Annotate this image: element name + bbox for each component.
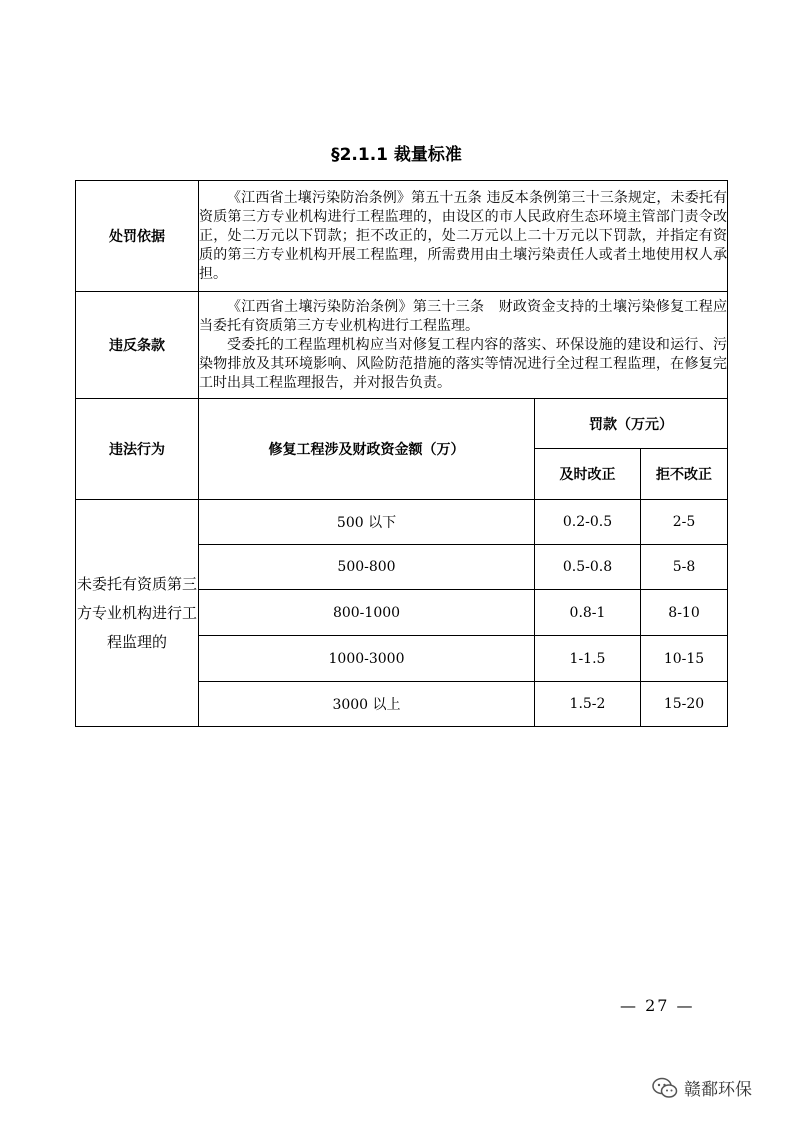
timely-cell: 0.2-0.5 [535, 500, 641, 545]
timely-cell: 0.8-1 [535, 590, 641, 636]
basis-text-cell [199, 181, 728, 292]
basis-text: 《江西省土壤污染防治条例》第五十五条 违反本条例第三十三条规定，未委托有资质第三方专业机构进行工程监理的，由设区的市人民政府生态环境主管部门责令改正，处二万元以下罚款；拒不改正的，处二万元以上二十万元以下罚款，并指定有资质的第三方专业机构开展工程监理，所需费用由土壤污染责任人或者土地使用权人承担。 [199, 189, 728, 282]
page-title: §2.1.1 裁量标准 [331, 145, 462, 165]
refuse-cell: 10-15 [641, 636, 728, 682]
basis-row [76, 181, 728, 292]
refuse-cell: 15-20 [641, 682, 728, 727]
watermark [652, 1075, 752, 1100]
amount-cell: 3000 以上 [199, 682, 535, 727]
fine-header: 罚款（万元） [535, 399, 728, 449]
header-row [76, 399, 728, 449]
timely-cell: 1.5-2 [535, 682, 641, 727]
refuse-cell: 2-5 [641, 500, 728, 545]
amount-header: 修复工程涉及财政资金额（万） [199, 399, 535, 500]
clause-paragraph: 《江西省土壤污染防治条例》第三十三条 财政资金支持的土壤污染修复工程应当委托有资质第三方专业机构进行工程监理。 [199, 298, 728, 334]
wechat-icon [652, 1077, 678, 1099]
page-number: — 27 — [620, 996, 695, 1015]
table-row [76, 500, 728, 545]
behavior-header: 违法行为 [76, 399, 199, 500]
clause-row [76, 292, 728, 399]
refuse-cell: 8-10 [641, 590, 728, 636]
timely-cell: 0.5-0.8 [535, 545, 641, 590]
basis-label: 处罚依据 [76, 181, 199, 292]
amount-cell: 500 以下 [199, 500, 535, 545]
timely-cell: 1-1.5 [535, 636, 641, 682]
timely-header: 及时改正 [535, 449, 641, 500]
refuse-header: 拒不改正 [641, 449, 728, 500]
behavior-cell: 未委托有资质第三方专业机构进行工程监理的 [76, 500, 199, 727]
clause-paragraph: 受委托的工程监理机构应当对修复工程内容的落实、环保设施的建设和运行、污染物排放及其环境影响、风险防范措施的落实等情况进行全过程工程监理，在修复完工时出具工程监理报告，并对报告负责。 [199, 336, 728, 391]
clause-text-cell [199, 292, 728, 399]
watermark-text: 赣鄱环保 [684, 1080, 752, 1100]
refuse-cell: 5-8 [641, 545, 728, 590]
amount-cell: 1000-3000 [199, 636, 535, 682]
amount-cell: 800-1000 [199, 590, 535, 636]
penalty-standard-table [75, 180, 728, 727]
clause-label: 违反条款 [76, 292, 199, 399]
amount-cell: 500-800 [199, 545, 535, 590]
